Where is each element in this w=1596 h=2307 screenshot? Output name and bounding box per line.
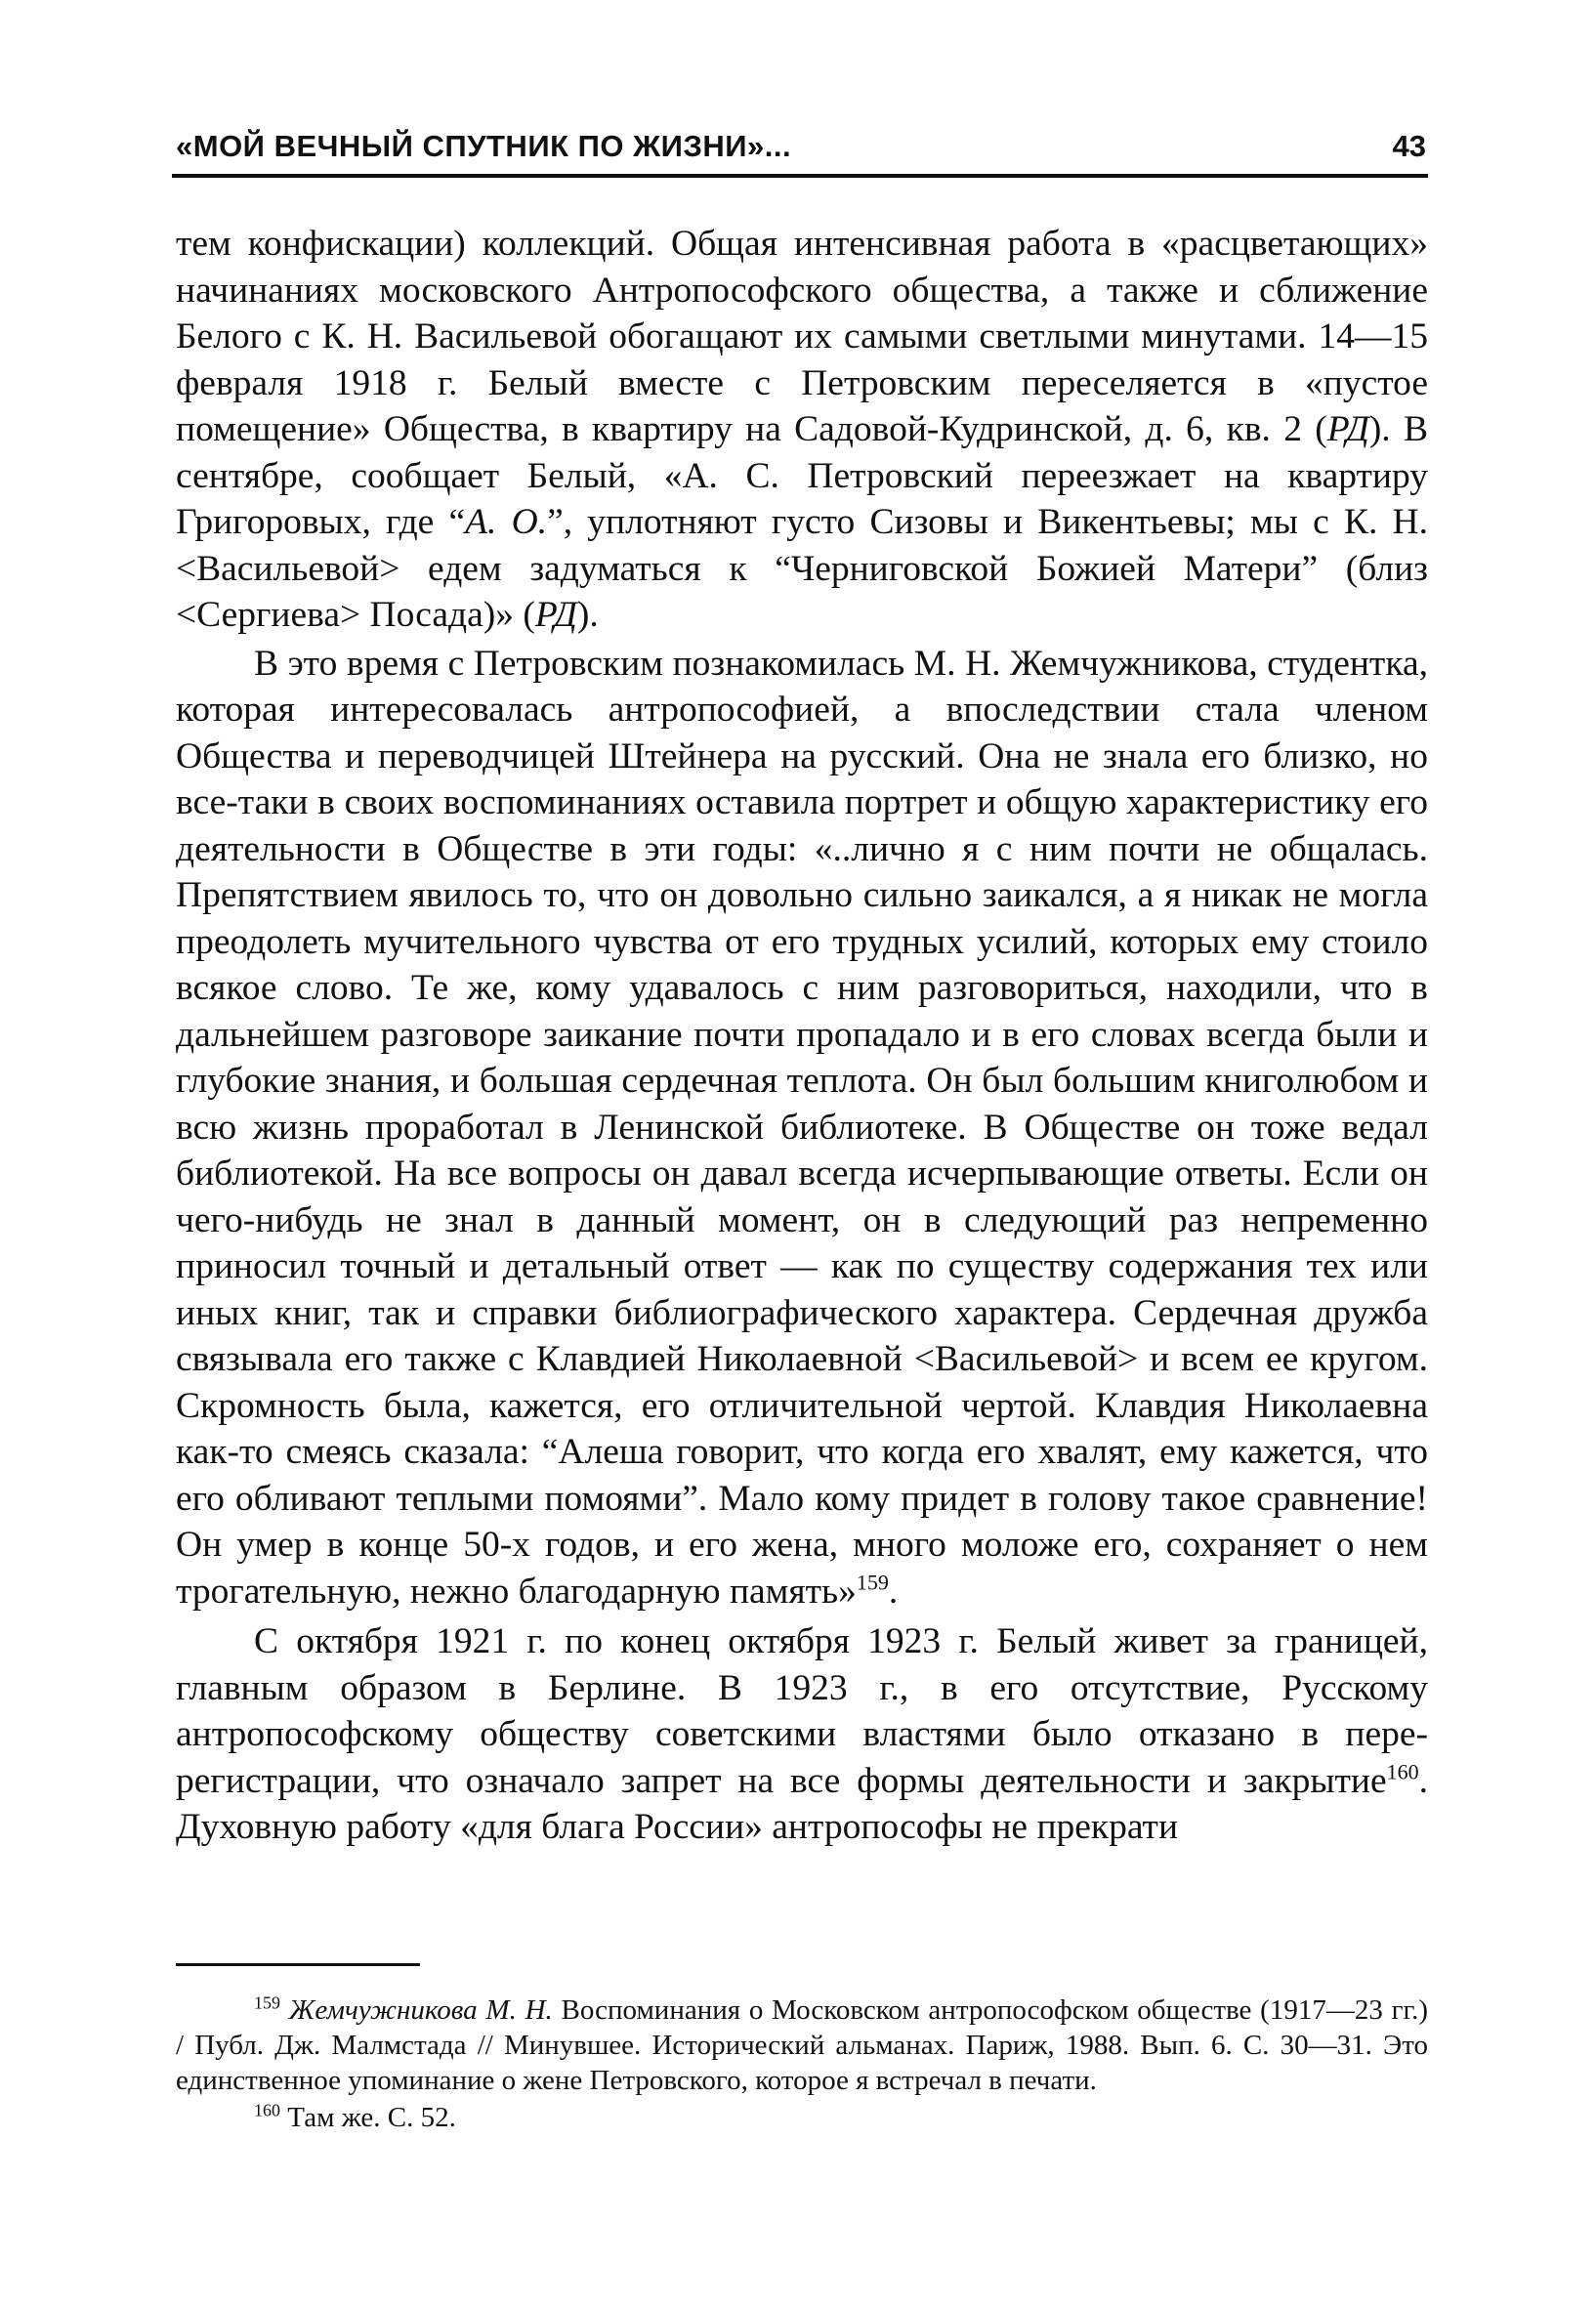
footnotes — [176, 1992, 1428, 2135]
footnote-author: Жемчужникова М. Н. — [288, 1994, 553, 2026]
paragraph-3: С октября 1921 г. по конец октября 1923 г. Белый живет за границей, главным образом в Берлине. В 1923 г., в его отсутствие, Русскому антропософскому обществу советскими властями было отказано в перерегистрации, что означало запрет на все формы деятельности и закрытие$^{160}$. Духовную работу «для блага России» антропософы не прекрати — [176, 1621, 1428, 1847]
footnote-marker-160: 160 — [254, 2100, 280, 2120]
main-text — [176, 221, 1428, 1851]
page-number: 43 — [1392, 129, 1426, 163]
header-rule — [172, 174, 1428, 178]
footnote-rule — [176, 1963, 420, 1966]
footnote-marker-159: 159 — [254, 1992, 280, 2013]
paragraph-1: тем конфискации) коллекций. Общая интенсивная работа в «расцветающих» начинаниях московского Антропософского общества, а также и сближение Белого с К. Н. Васильевой обогащают их самыми светлыми минутами. 14—15 февраля 1918 г. Белый вместе с Петровским переселяется в «пустое помещение» Общества, в квартиру на Садовой-Кудринской, д. 6, кв. 2 (РД). В сентябре, сообщает Белый, «А. С. Петровский переезжает на квартиру Григоровых, где “А. О.”, уплотняют густо Сизовы и Викентьевы; мы с К. Н. <Васильевой> едем задуматься к “Черниговской Божией Матери” (близ <Сергиева> Посада)» (РД). — [176, 224, 1428, 635]
footnote-160: $^{160}$ Там же. С. 52. — [254, 2100, 456, 2133]
footnote-ref-159[interactable]: 159 — [856, 1570, 889, 1594]
paragraph-2: В это время с Петровским познакомилась М. Н. Жемчужникова, студентка, которая интересовалась антропософией, а впоследствии стала членом Общества и переводчицей Штейнера на русский. Она не знала его близко, но все-таки в своих воспоминаниях оставила портрет и общую характеристику его деятельности в Обществе в эти годы: «..лично я с ним почти не общалась. Препятствием явилось то, что он довольно сильно заикался, а я никак не могла преодолеть мучительного чувства от его трудных усилий, которых ему стоило всякое слово. Те же, кому удавалось с ним разговориться, находили, что в дальнейшем разговоре заикание почти пропадало и в его словах всегда были и глубокие знания, и большая сердечная теплота. Он был большим книголюбом и всю жизнь проработал в Ленинской библиотеке. В Обществе он тоже ведал библиотекой. На все вопросы он давал всегда исчерпывающие ответы. Если он чего-нибудь не знал в данный момент, он в следующий раз непременно приносил точный и детальный ответ — как по существу содержания тех или иных книг, так и справки библиографического характера. Сердечная дружба связывала его также с Клавдией Николаевной <Васильевой> и всем ее кругом. Скромность была, кажется, его отличительной чертой. Клавдия Николаевна как-то смеясь сказала: “Алеша говорит, что когда его хвалят, ему кажется, что его обливают теплыми помоями”. Мало кому придет в голову такое сравнение! Он умер в конце 50-х годов, и его жена, много моложе его, сохраняет о нем трогательную, нежно благодарную память»$^{159}$. — [176, 643, 1428, 1612]
page-header — [176, 119, 1426, 170]
footnote-159: $^{159}$ Жемчужникова М. Н. Воспоминания о Московском антропософском обществе (1917—23 гг.) / Публ. Дж. Малмстада // Минувшее. Исторический альманах. Париж, 1988. Вып. 6. С. 30—31. Это единственное упоминание о жене Петровского, которое я встречал в печати. — [176, 1992, 1428, 2096]
running-title: «МОЙ ВЕЧНЫЙ СПУТНИК ПО ЖИЗНИ»... — [176, 129, 792, 163]
footnote-ref-160[interactable]: 160 — [1386, 1759, 1419, 1783]
